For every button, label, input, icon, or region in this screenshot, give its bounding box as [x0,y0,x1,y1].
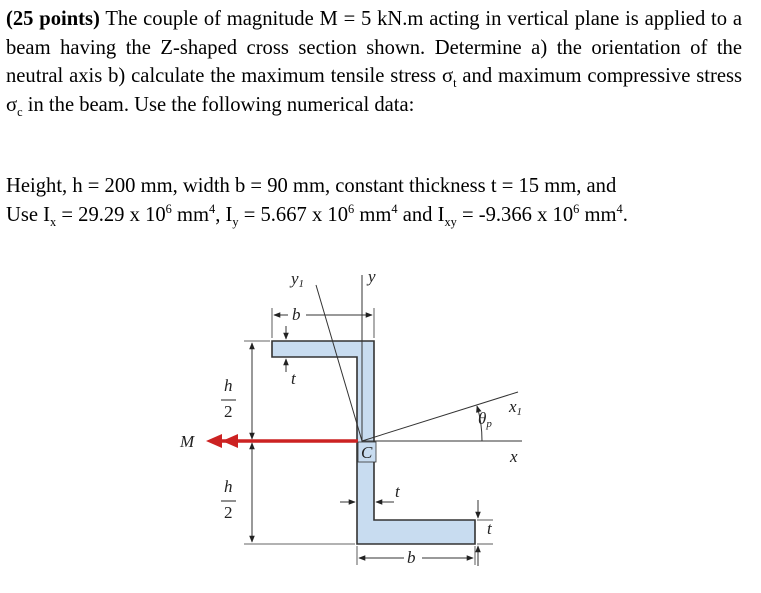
ix-value: = 29.29 x 10 [56,203,166,226]
ixy-text: and I [397,203,445,226]
ixy-unit-exponent: 4 [616,201,623,216]
ix-unit: mm [171,203,210,226]
moment-arrow-head-2 [222,434,238,448]
statement-end-text: in the beam. Use the following numerical data: [22,93,415,116]
dimensions-text: Height, h = 200 mm, width b = 90 mm, constant thickness t = 15 mm, and [6,175,617,197]
y1-axis [316,285,362,441]
label-h-1: h [224,376,233,395]
sigma-t-subscript: t [453,76,457,91]
iy-unit: mm [354,203,392,226]
iy-subscript: y [232,214,239,229]
points-label: (25 points) [6,8,100,30]
label-two-2: 2 [224,503,233,522]
label-M: M [180,432,195,451]
ix-exponent: 6 [165,201,172,216]
iy-value: = 5.667 x 10 [238,203,349,226]
label-y1: y1 [291,269,305,290]
label-t-left: t [291,369,296,388]
label-x: x [510,447,518,466]
ixy-unit: mm [579,203,617,226]
ixy-value: = -9.366 x 10 [456,203,574,226]
sigma-c-subscript: c [17,104,23,119]
label-h-2: h [224,477,233,496]
period: . [622,203,628,226]
label-theta-p: θp [478,409,492,430]
statement-text: The couple of magnitude M = 5 kN.m acting in vertical plane is applied to a beam having the Z-shaped cross section shown. Determine a) the orientation of the neutral axis b) calculate the maximum tensile stress σ [6,8,742,88]
label-t-mid: t [395,482,400,501]
label-x1: x1 [509,397,523,418]
label-b-top: b [292,305,301,324]
statement-mid-text: and maximum compressive stress σ [6,65,742,116]
ix-unit-exponent: 4 [209,201,216,216]
iy-text: , I [215,203,233,226]
iy-unit-exponent: 4 [391,201,398,216]
ixy-subscript: xy [444,214,457,229]
use-text: Use I [6,203,51,226]
iy-exponent: 6 [348,201,355,216]
label-two-1: 2 [224,402,233,421]
label-b-bottom: b [407,548,416,567]
ix-subscript: x [50,214,57,229]
label-C: C [361,443,373,462]
moment-arrow-head-1 [206,434,222,448]
ixy-exponent: 6 [573,201,580,216]
label-y: y [368,267,376,286]
x1-axis [362,392,518,441]
label-t-right: t [487,519,492,538]
